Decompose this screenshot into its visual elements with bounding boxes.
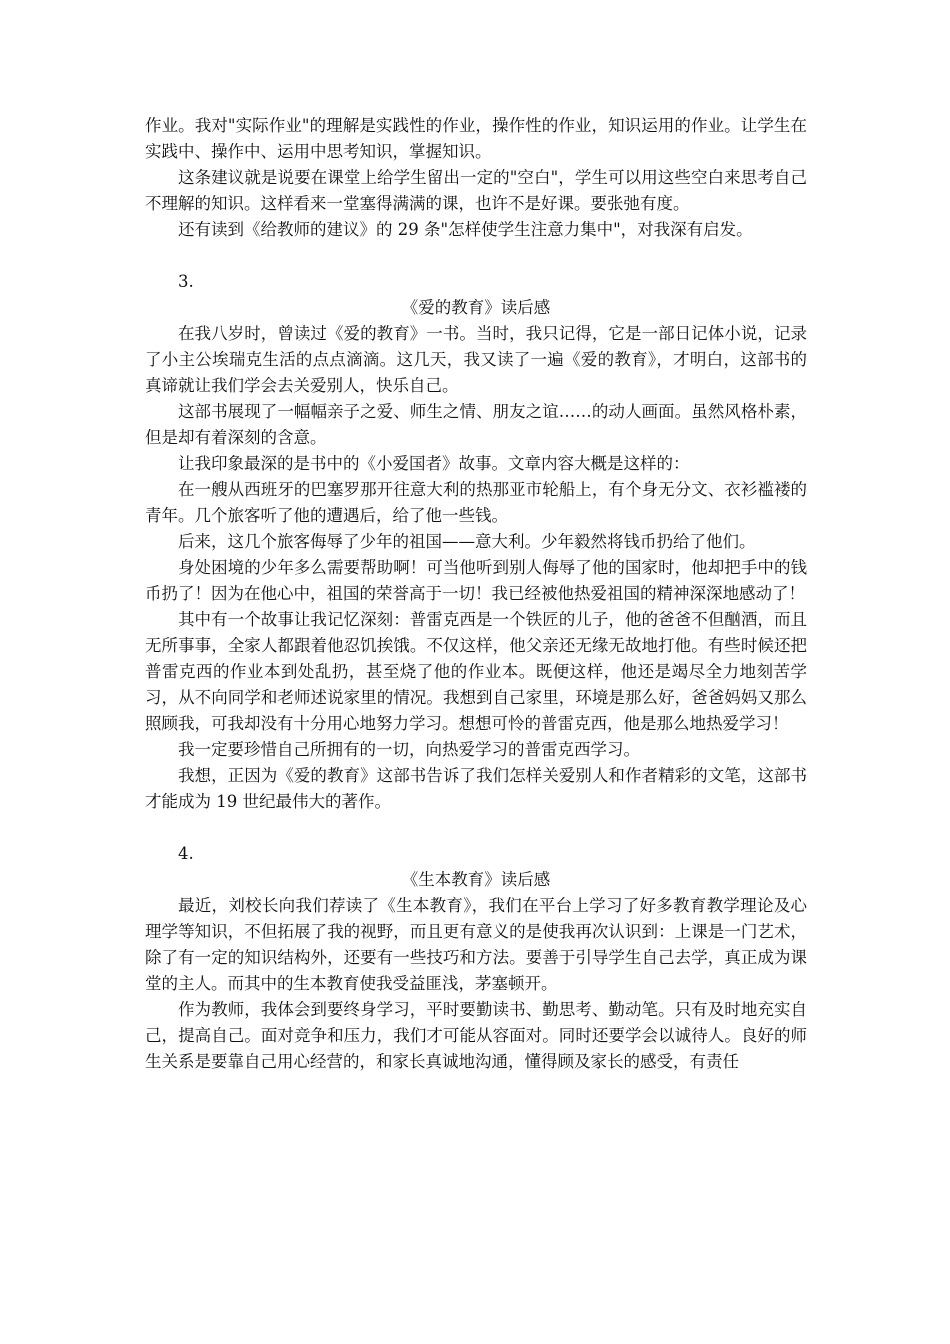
paragraph: 最近，刘校长向我们荐读了《生本教育》，我们在平台上学习了好多教育教学理论及心理学等知识，不但拓展了我的视野，而且更有意义的是使我再次认识到：上课是一门艺术，除了有一定的知识结构外，还要有一些技巧和方法。要善于引导学生自己去学，真正成为课堂的主人。而其中的生本教育使我受益匪浅，茅塞顿开。 — [145, 896, 807, 993]
document-page — [145, 113, 807, 1075]
paragraph: 我想，正因为《爱的教育》这部书告诉了我们怎样关爱别人和作者精彩的文笔，这部书才能成为 19 世纪最伟大的著作。 — [145, 766, 807, 811]
paragraph: 还有读到《给教师的建议》的 29 条"怎样使学生注意力集中"，对我深有启发。 — [178, 220, 753, 239]
paragraph: 我一定要珍惜自己所拥有的一切，向热爱学习的普雷克西学习。 — [178, 740, 640, 759]
spacer — [145, 243, 807, 269]
paragraph: 让我印象最深的是书中的《小爱国者》故事。文章内容大概是这样的： — [178, 454, 690, 473]
paragraph: 在一艘从西班牙的巴塞罗那开往意大利的热那亚市轮船上，有个身无分文、衣衫褴褛的青年。几个旅客听了他的遭遇后，给了他一些钱。 — [145, 480, 807, 525]
section-title: 《爱的教育》读后感 — [401, 298, 551, 317]
spacer — [145, 815, 807, 841]
paragraph: 作为教师，我体会到要终身学习，平时要勤读书、勤思考、勤动笔。只有及时地充实自己，提高自己。面对竞争和压力，我们才可能从容面对。同时还要学会以诚待人。良好的师生关系是要靠自己用心经营的，和家长真诚地沟通，懂得顾及家长的感受，有责任 — [145, 1000, 807, 1071]
paragraph: 这条建议就是说要在课堂上给学生留出一定的"空白"，学生可以用这些空白来思考自己不理解的知识。这样看来一堂塞得满满的课，也许不是好课。要张弛有度。 — [145, 168, 807, 213]
paragraph: 其中有一个故事让我记忆深刻：普雷克西是一个铁匠的儿子，他的爸爸不但酗酒，而且无所事事，全家人都跟着他忍饥挨饿。不仅这样，他父亲还无缘无故地打他。有些时候还把普雷克西的作业本到处乱扔，甚至烧了他的作业本。既便这样，他还是竭尽全力地刻苦学习，从不向同学和老师述说家里的情况。我想到自己家里，环境是那么好，爸爸妈妈又那么照顾我，可我却没有十分用心地努力学习。想想可怜的普雷克西，他是那么地热爱学习！ — [145, 610, 807, 733]
paragraph: 身处困境的少年多么需要帮助啊！可当他听到别人侮辱了他的国家时，他却把手中的钱币扔了！因为在他心中，祖国的荣誉高于一切！我已经被他热爱祖国的精神深深地感动了！ — [145, 558, 807, 603]
section-number: 4. — [178, 844, 194, 863]
section-title: 《生本教育》读后感 — [401, 870, 551, 889]
paragraph: 这部书展现了一幅幅亲子之爱、师生之情、朋友之谊……的动人画面。虽然风格朴素，但是却有着深刻的含意。 — [145, 402, 807, 447]
section-number: 3. — [178, 272, 194, 291]
paragraph: 在我八岁时，曾读过《爱的教育》一书。当时，我只记得，它是一部日记体小说，记录了小主公埃瑞克生活的点点滴滴。这几天，我又读了一遍《爱的教育》，才明白，这部书的真谛就让我们学会去关爱别人，快乐自己。 — [145, 324, 807, 395]
paragraph: 作业。我对"实际作业"的理解是实践性的作业，操作性的作业，知识运用的作业。让学生在实践中、操作中、运用中思考知识，掌握知识。 — [145, 116, 807, 161]
paragraph: 后来，这几个旅客侮辱了少年的祖国——意大利。少年毅然将钱币扔给了他们。 — [178, 532, 756, 551]
